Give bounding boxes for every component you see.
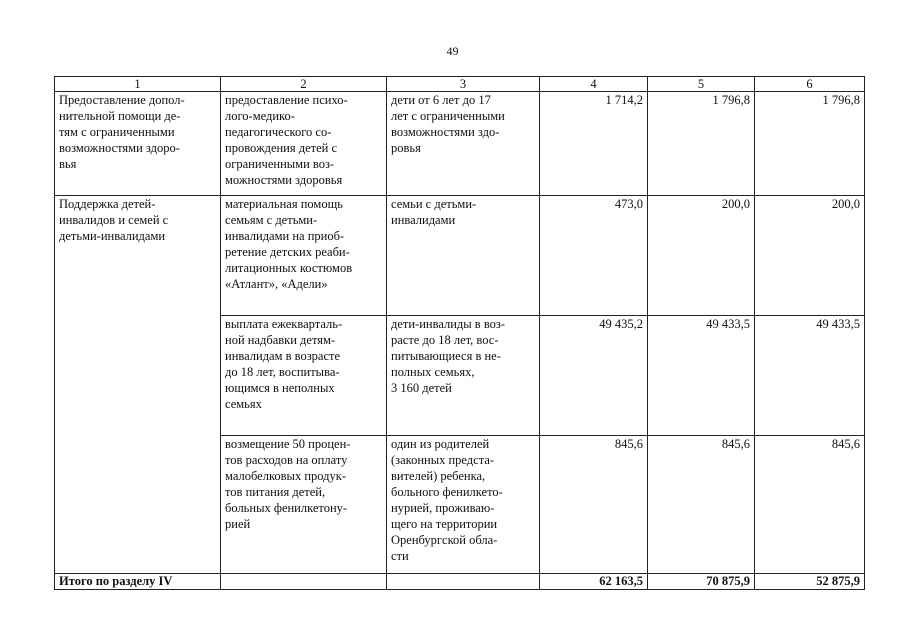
row-program-cell: Поддержка детей- инвалидов и семей с детьми-инвалидами (55, 196, 221, 574)
column-header-6: 6 (755, 77, 865, 92)
total-value-col6: 52 875,9 (755, 574, 865, 590)
total-row (55, 574, 865, 590)
total-label: Итого по разделу IV (55, 574, 221, 590)
row-recipients-cell: семьи с детьми- инвалидами (387, 196, 540, 316)
row-value-col5: 1 796,8 (648, 92, 755, 196)
table-row (55, 196, 865, 316)
budget-table (54, 76, 865, 590)
row-value-col5: 49 433,5 (648, 316, 755, 436)
row-value-col6: 200,0 (755, 196, 865, 316)
row-value-col5: 845,6 (648, 436, 755, 574)
total-value-col5: 70 875,9 (648, 574, 755, 590)
column-header-4: 4 (540, 77, 648, 92)
column-number-row (55, 77, 865, 92)
row-value-col5: 200,0 (648, 196, 755, 316)
row-value-col4: 473,0 (540, 196, 648, 316)
row-value-col6: 1 796,8 (755, 92, 865, 196)
row-measure-cell: выплата ежекварталь- ной надбавки детям- инвалидам в возрасте до 18 лет, воспитыва- ющимся в неполных семьях (221, 316, 387, 436)
row-measure-cell: возмещение 50 процен- тов расходов на оплату малобелковых продук- тов питания детей, больных фенилкетону- рией (221, 436, 387, 574)
total-empty-cell (221, 574, 387, 590)
row-value-col6: 49 433,5 (755, 316, 865, 436)
column-header-1: 1 (55, 77, 221, 92)
total-empty-cell (387, 574, 540, 590)
row-measure-cell: материальная помощь семьям с детьми- инвалидами на приоб- ретение детских реаби- литационных костюмов «Атлант», «Адели» (221, 196, 387, 316)
page-number: 49 (446, 44, 459, 58)
row-measure-cell: предоставление психо- лого-медико- педагогического со- провождения детей с ограниченными воз- можностями здоровья (221, 92, 387, 196)
total-value-col4: 62 163,5 (540, 574, 648, 590)
row-program-cell: Предоставление допол- нительной помощи де- тям с ограниченными возможностями здоро- вья (55, 92, 221, 196)
row-recipients-cell: один из родителей (законных предста- вителей) ребенка, больного фенилкето- нурией, проживаю- щего на территории Оренбургской обла- сти (387, 436, 540, 574)
row-value-col4: 845,6 (540, 436, 648, 574)
table-row (55, 92, 865, 196)
row-value-col6: 845,6 (755, 436, 865, 574)
column-header-3: 3 (387, 77, 540, 92)
column-header-2: 2 (221, 77, 387, 92)
row-recipients-cell: дети-инвалиды в воз- расте до 18 лет, вос- питывающиеся в не- полных семьях, 3 160 детей (387, 316, 540, 436)
column-header-5: 5 (648, 77, 755, 92)
row-recipients-cell: дети от 6 лет до 17 лет с ограниченными возможностями здо- ровья (387, 92, 540, 196)
row-value-col4: 49 435,2 (540, 316, 648, 436)
row-value-col4: 1 714,2 (540, 92, 648, 196)
